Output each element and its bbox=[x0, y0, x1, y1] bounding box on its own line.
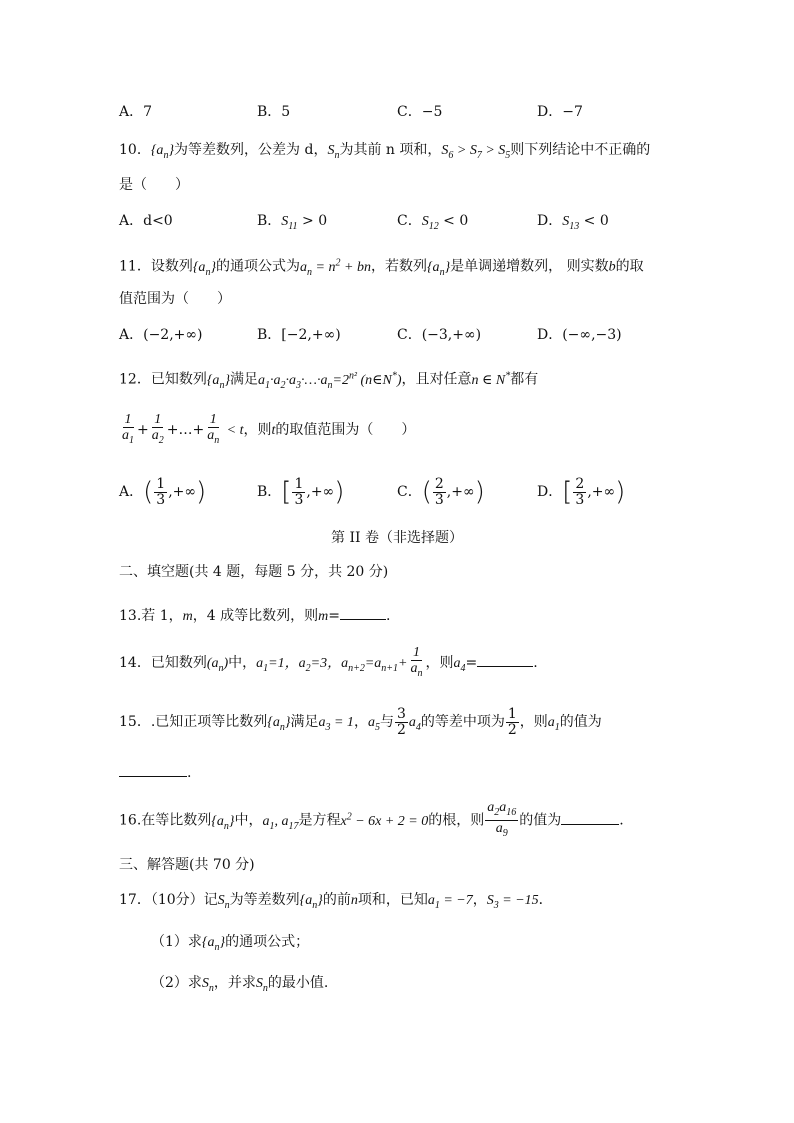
fill-in-header: 二、填空题(共 4 题，每题 5 分，共 20 分) bbox=[119, 564, 389, 580]
q11-line-2: 值范围为（ ） bbox=[119, 291, 231, 307]
q10-option-b: B．$S_{11} > 0$ bbox=[257, 213, 328, 232]
q11-option-d: D．(−∞,−3) bbox=[537, 327, 622, 343]
q9-option-c: C．−5 bbox=[397, 104, 443, 120]
q12-option-a: A．( $\frac{1}{3}$ ,+∞) bbox=[119, 475, 207, 508]
q11-option-a: A．(−2,+∞) bbox=[119, 327, 203, 343]
q17-part-2: （2）求$S_n$，并求$S_n$的最小值. bbox=[151, 975, 329, 994]
q12-option-d: D．[ $\frac{2}{3}$ ,+∞) bbox=[537, 475, 626, 508]
q10-number: 10． bbox=[119, 142, 151, 158]
q10-text-2: 为其前 n 项和， bbox=[339, 142, 442, 158]
question-12: 12．已知数列$\{a_n\}$满足$a_1\cdot a_2\cdot a_3\cdot\dots\cdot a_n=2^{n^2}$ (n∈N*)，且对任意n ∈ N*都有 bbox=[119, 370, 539, 391]
q9-option-a: A．7 bbox=[119, 104, 153, 120]
q11-option-b: B．[−2,+∞) bbox=[257, 327, 341, 343]
question-13: 13.若 1，m，4 成等比数列，则m= . bbox=[119, 608, 391, 624]
q10-line-2: 是（ ） bbox=[119, 177, 189, 193]
question-10: 10．$\{a_n\}$为等差数列，公差为 d，$S_n$为其前 n 项和，$S_6 > S_7 > S_5$则下列结论中不正确的 bbox=[119, 142, 651, 161]
q10-option-c: C．$S_{12} < 0$ bbox=[397, 213, 469, 232]
question-16: 16.在等比数列$\{a_n\}$中，$a_1$, $a_{17}$是方程$x^2 - 6x + 2 = 0$的根，则 $\frac{a_2a_{16}}{a_9}$ 的值为 . bbox=[119, 800, 624, 839]
q12-option-c: C．( $\frac{2}{3}$ ,+∞) bbox=[397, 475, 485, 508]
q10-text-3: 则下列结论中不正确的 bbox=[510, 142, 651, 158]
q12-line-2: $\frac{1}{a_1}$ + $\frac{1}{a_2}$ +…+ $\frac{1}{a_n}$ < t，则t的取值范围为（ ） bbox=[122, 412, 416, 446]
question-14: 14．已知数列$(a_n)$中，$a_1=1$，$a_2=3$，$a_{n+2}=a_{n+1}+$ $\frac{1}{a_n}$ ，则$a_4=$ . bbox=[119, 645, 538, 679]
question-15: 15．.已知正项等比数列$\{a_n\}$满足$a_3 = 1$，$a_5$与 $\frac{3}{2}$ $a_4$的等差中项为 $\frac{1}{2}$ ，则$a_1$的值为 bbox=[119, 705, 602, 738]
q9-option-d: D．−7 bbox=[537, 104, 583, 120]
q17-part-1: （1）求$\{a_n\}$的通项公式； bbox=[151, 934, 310, 953]
q9-option-b: B．5 bbox=[257, 104, 291, 120]
q11-option-c: C．(−3,+∞) bbox=[397, 327, 482, 343]
question-17: 17．（10分）记$S_n$为等差数列$\{a_n\}$的前n项和，已知$a_1 = -7$，$S_3 = -15$． bbox=[119, 892, 553, 911]
question-11: 11．设数列$\{a_n\}$的通项公式为$a_n = n^2$ + bn，若数列$\{a_n\}$是单调递增数列， 则实数b的取 bbox=[119, 257, 644, 278]
q12-option-b: B．[ $\frac{1}{3}$ ,+∞) bbox=[257, 475, 345, 508]
answer-section-header: 三、解答题(共 70 分) bbox=[119, 857, 255, 873]
q10-option-d: D．$S_{13} < 0$ bbox=[537, 213, 609, 232]
q15-answer-line: . bbox=[119, 763, 191, 783]
q10-text-1: 为等差数列，公差为 d， bbox=[174, 142, 328, 158]
q10-option-a: A．d<0 bbox=[119, 213, 173, 229]
section-2-title: 第 II 卷（非选择题） bbox=[331, 530, 463, 546]
